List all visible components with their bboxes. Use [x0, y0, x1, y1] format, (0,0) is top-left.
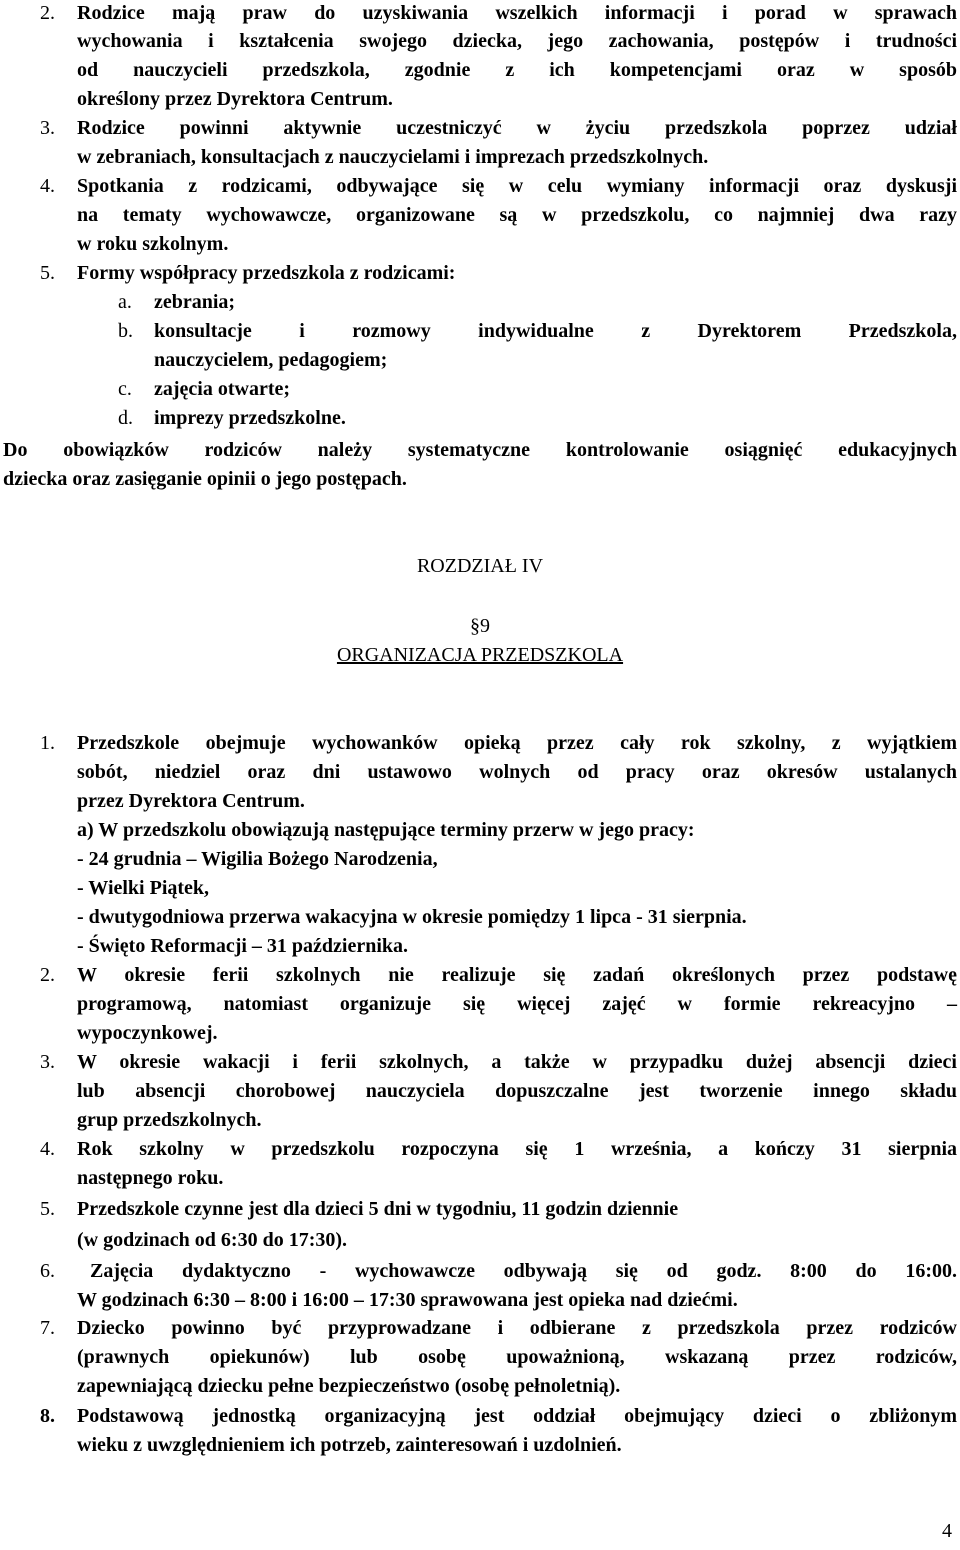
paragraph-line: wieku z uwzględnieniem ich potrzeb, zainteresowań i uzdolnień.: [77, 1434, 622, 1456]
paragraph-line: Rodzice mają praw do uzyskiwania wszelkich informacji i porad w sprawach: [77, 2, 957, 24]
break-item: - Święto Reformacji – 31 października.: [77, 935, 409, 957]
chapter-subtitle: ORGANIZACJA PRZEDSZKOLA: [336, 644, 624, 666]
item-number: 5.: [40, 1198, 55, 1220]
list-letter: a.: [118, 291, 132, 313]
paragraph-line: wychowania i kształcenia swojego dziecka, jego zachowania, postępów i trudności: [77, 30, 957, 52]
item-number: 3.: [40, 1051, 55, 1073]
paragraph-line: przez Dyrektora Centrum.: [77, 790, 305, 812]
item-number: 2.: [40, 2, 55, 24]
list-item: zajęcia otwarte;: [154, 378, 291, 400]
item-number: 5.: [40, 262, 55, 284]
paragraph-line: wypoczynkowej.: [77, 1022, 218, 1044]
paragraph-line: W okresie ferii szkolnych nie realizuje się zadań określonych przez podstawę: [77, 964, 957, 986]
item-number: 6.: [40, 1260, 55, 1282]
item-number: 3.: [40, 117, 55, 139]
paragraph-line: dziecka oraz zasięganie opinii o jego postępach.: [3, 468, 407, 490]
break-item: - 24 grudnia – Wigilia Bożego Narodzenia,: [77, 848, 438, 870]
item-number: 2.: [40, 964, 55, 986]
item-number: 4.: [40, 175, 55, 197]
item-number: 4.: [40, 1138, 55, 1160]
paragraph-line: zapewniającą dziecku pełne bezpieczeństwo (osobę pełnoletnią).: [77, 1375, 621, 1397]
list-item: nauczycielem, pedagogiem;: [154, 349, 388, 371]
list-item: zebrania;: [154, 291, 236, 313]
paragraph-line: Do obowiązków rodziców należy systematyczne kontrolowanie osiągnięć edukacyjnych: [3, 439, 957, 461]
paragraph-line: następnego roku.: [77, 1167, 224, 1189]
break-item: - Wielki Piątek,: [77, 877, 210, 899]
paragraph-line: sobót, niedziel oraz dni ustawowo wolnych od pracy oraz okresów ustalanych: [77, 761, 957, 783]
list-item: konsultacje i rozmowy indywidualne z Dyrektorem Przedszkola,: [154, 320, 957, 342]
paragraph-line: Dziecko powinno być przyprowadzane i odbierane z przedszkola przez rodziców: [77, 1317, 957, 1339]
paragraph-line: Rodzice powinni aktywnie uczestniczyć w życiu przedszkola poprzez udział: [77, 117, 957, 139]
paragraph-line: W okresie wakacji i ferii szkolnych, a także w przypadku dużej absencji dzieci: [77, 1051, 957, 1073]
page-number: 4: [942, 1520, 952, 1542]
paragraph-line: Przedszkole obejmuje wychowanków opieką przez cały rok szkolny, z wyjątkiem: [77, 732, 957, 754]
paragraph-line: w roku szkolnym.: [77, 233, 229, 255]
list-letter: b.: [118, 320, 133, 342]
paragraph-line: określony przez Dyrektora Centrum.: [77, 88, 393, 110]
list-letter: d.: [118, 407, 133, 429]
paragraph-line: Przedszkole czynne jest dla dzieci 5 dni w tygodniu, 11 godzin dziennie: [77, 1198, 679, 1220]
list-item: imprezy przedszkolne.: [154, 407, 346, 429]
section-sign: §9: [470, 615, 490, 637]
list-letter: c.: [118, 378, 132, 400]
item-number: 8.: [40, 1405, 55, 1427]
paragraph-line: a) W przedszkolu obowiązują następujące terminy przerw w jego pracy:: [77, 819, 695, 841]
paragraph-line: w zebraniach, konsultacjach z nauczycielami i imprezach przedszkolnych.: [77, 146, 709, 168]
paragraph-line: Rok szkolny w przedszkolu rozpoczyna się 1 września, a kończy 31 sierpnia: [77, 1138, 957, 1160]
paragraph-line: Formy współpracy przedszkola z rodzicami:: [77, 262, 456, 284]
paragraph-line: programową, natomiast organizuje się więcej zajęć w formie rekreacyjno –: [77, 993, 957, 1015]
chapter-title: ROZDZIAŁ IV: [416, 555, 544, 577]
paragraph-line: grup przedszkolnych.: [77, 1109, 262, 1131]
item-number: 7.: [40, 1317, 55, 1339]
paragraph-line: Spotkania z rodzicami, odbywające się w celu wymiany informacji oraz dyskusji: [77, 175, 957, 197]
paragraph-line: W godzinach 6:30 – 8:00 i 16:00 – 17:30 sprawowana jest opieka nad dziećmi.: [77, 1289, 738, 1311]
paragraph-line: lub absencji chorobowej nauczyciela dopuszczalne jest tworzenie innego składu: [77, 1080, 957, 1102]
paragraph-line: na tematy wychowawcze, organizowane są w przedszkolu, co najmniej dwa razy: [77, 204, 957, 226]
item-number: 1.: [40, 732, 55, 754]
paragraph-line: Zajęcia dydaktyczno - wychowawcze odbywają się od godz. 8:00 do 16:00.: [90, 1260, 957, 1282]
paragraph-line: Podstawową jednostką organizacyjną jest oddział obejmujący dzieci o zbliżonym: [77, 1405, 957, 1427]
break-item: - dwutygodniowa przerwa wakacyjna w okresie pomiędzy 1 lipca - 31 sierpnia.: [77, 906, 747, 928]
paragraph-line: (prawnych opiekunów) lub osobę upoważnioną, wskazaną przez rodziców,: [77, 1346, 957, 1368]
paragraph-line: od nauczycieli przedszkola, zgodnie z ich kompetencjami oraz w sposób: [77, 59, 957, 81]
paragraph-line: (w godzinach od 6:30 do 17:30).: [77, 1229, 348, 1251]
